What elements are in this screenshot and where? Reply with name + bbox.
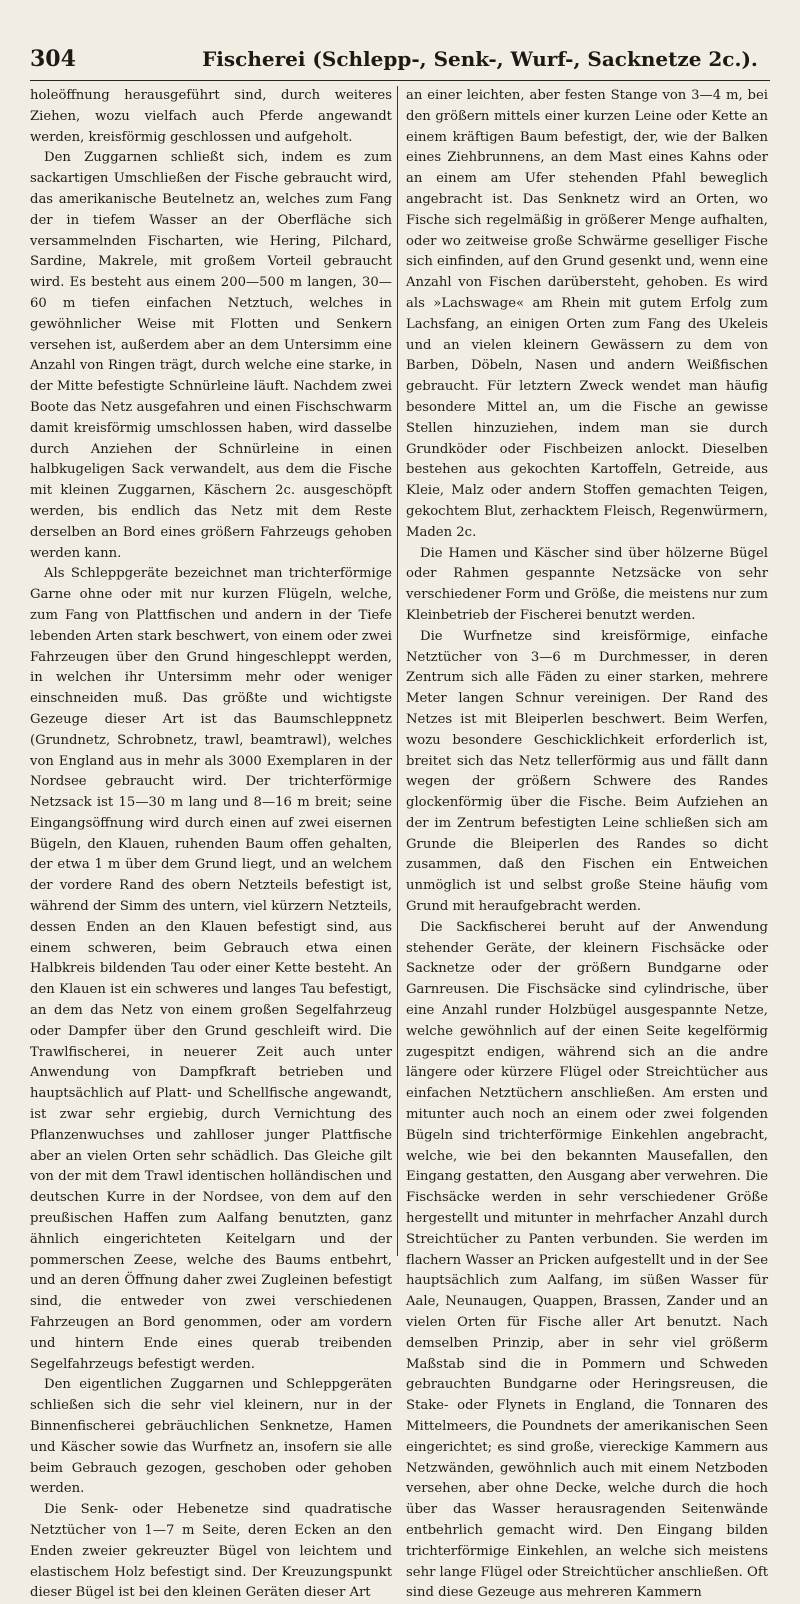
header-rule: [30, 80, 770, 81]
paragraph: Die Hamen und Käscher sind über hölzerne Bügel oder Rahmen gespannte Netzsäcke von sehr verschiedener Form und Größe, die meistens nur zum Kleinbetrieb der Fischerei benutzt werden.: [406, 545, 768, 623]
paragraph: Die Senk- oder Hebenetze sind quadratische Netztücher von 1—7 m Seite, deren Ecken an den Enden zweier gekreuzter Bügel von leichtem und elastischem Holz befestigt sind. Der Kreuzungspunkt dieser Bügel ist bei den kleinen Geräten dieser Art: [30, 1502, 392, 1601]
left-column: [30, 86, 392, 1601]
paragraph: Als Schleppgeräte bezeichnet man trichterförmige Garne ohne oder mit nur kurzen Flügeln, welche, zum Fang von Plattfischen und andern in der Tiefe lebenden Arten stark beschwert, von einem oder zwei Fahrzeugen über den Grund hingeschleppt werden, in welchen ihr Untersimm mehr oder weniger einschneiden muß. Das größte und wichtigste Gezeuge dieser Art ist das Baumschleppnetz (Grundnetz, Schrobnetz, trawl, beamtrawl), welches von England aus in mehr als 3000 Exemplaren in der Nordsee gebraucht wird. Der trichterförmige Netzsack ist 15—30 m lang und 8—16 m breit; seine Eingangsöffnung wird durch einen auf zwei eisernen Bügeln, den Klauen, ruhenden Baum offen gehalten, der etwa 1 m über dem Grund liegt, und an welchem der vordere Rand des obern Netzteils befestigt ist, während der Simm des untern, viel kürzern Netzteils, dessen Enden an den Klauen befestigt sind, aus einem schweren, beim Gebrauch etwa einen Halbkreis bildenden Tau oder einer Kette besteht. An den Klauen ist ein schweres und langes Tau befestigt, an dem das Netz von einem großen Segelfahrzeug oder Dampfer über den Grund geschleift wird. Die Trawlfischerei, in neuerer Zeit auch unter Anwendung von Dampfkraft betrieben und hauptsächlich auf Platt- und Schellfische angewandt, ist zwar sehr ergiebig, durch Vernichtung des Pflanzenwuchses und zahlloser junger Plattfische aber an vielen Orten sehr schädlich. Das Gleiche gilt von der mit dem Trawl identischen holländischen und deutschen Kurre in der Nordsee, von dem auf den preußischen Haffen zum Aalfang benutzten, ganz ähnlich eingerichteten Keitelgarn und der pommerschen Zeese, welche des Baums entbehrt, und an deren Öffnung daher zwei Zugleinen befestigt sind, die entweder von zwei verschiedenen Fahrzeugen an Bord genommen, oder am vordern und hintern Ende eines querab treibenden Segelfahrzeugs befestigt werden.: [30, 566, 392, 1372]
paragraph: an einer leichten, aber festen Stange von 3—4 m, bei den größern mittels einer kurzen Leine oder Kette an einem kräftigen Baum befestigt, der, wie der Balken eines Ziehbrunnens, an dem Mast eines Kahns oder an einem am Ufer stehenden Pfahl beweglich angebracht ist. Das Senknetz wird an Orten, wo Fische sich regelmäßig in größerer Menge aufhalten, oder wo zeitweise große Schwärme geselliger Fische sich einfinden, auf den Grund gesenkt und, wenn eine Anzahl von Fischen darübersteht, gehoben. Es wird als »Lachswage« am Rhein mit gutem Erfolg zum Lachsfang, an einigen Orten zum Fang des Ukeleis und an vielen kleinern Gewässern zu dem von Barben, Döbeln, Nasen und andern Weißfischen gebraucht. Für letztern Zweck wendet man häufig besondere Mittel an, um die Fische an gewisse Stellen hinzuziehen, indem man sie durch Grundköder oder Fischbeizen anlockt. Dieselben bestehen aus gekochten Kartoffeln, Getreide, aus Kleie, Malz oder andern Stoffen gemachten Teigen, gekochtem Blut, zerhacktem Fleisch, Regenwürmern, Maden 2c.: [406, 88, 768, 540]
paragraph: Die Wurfnetze sind kreisförmige, einfache Netztücher von 3—6 m Durchmesser, in deren Zentrum sich alle Fäden zu einer starken, mehrere Meter langen Schnur vereinigen. Der Rand des Netzes ist mit Bleiperlen beschwert. Beim Werfen, wozu besondere Geschicklichkeit erforderlich ist, breitet sich das Netz tellerförmig aus und fällt dann wegen der größern Schwere des Randes glockenförmig über die Fische. Beim Aufziehen an der im Zentrum befestigten Leine schließen sich am Grunde die Bleiperlen des Randes so dicht zusammen, daß den Fischen ein Entweichen unmöglich ist und selbst große Steine häufig vom Grund mit heraufgebracht werden.: [406, 628, 768, 915]
page-number: 304: [30, 46, 76, 72]
running-title: Fischerei (Schlepp-, Senk-, Wurf-, Sacknetze 2c.).: [202, 47, 758, 71]
right-column: [406, 86, 769, 1601]
paragraph: holeöffnung herausgeführt sind, durch weiteres Ziehen, wozu vielfach auch Pferde angewandt werden, kreisförmig geschlossen und aufgeholt.: [30, 88, 392, 145]
paragraph: Den Zuggarnen schließt sich, indem es zum sackartigen Umschließen der Fische gebraucht wird, das amerikanische Beutelnetz an, welches zum Fang der in tiefem Wasser an der Oberfläche sich versammelnden Fischarten, wie Hering, Pilchard, Sardine, Makrele, mit großem Vorteil gebraucht wird. Es besteht aus einem 200—500 m langen, 30—60 m tiefen einfachen Netztuch, welches in gewöhnlicher Weise mit Flotten und Senkern versehen ist, außerdem aber an dem Untersimm eine Anzahl von Ringen trägt, durch welche eine starke, in der Mitte befestigte Schnürleine läuft. Nachdem zwei Boote das Netz ausgefahren und einen Fischschwarm damit kreisförmig umschlossen haben, wird dasselbe durch Anziehen der Schnürleine in einen halbkugeligen Sack verwandelt, aus dem die Fische mit kleinen Zuggarnen, Käschern 2c. ausgeschöpft werden, bis endlich das Netz mit dem Reste derselben an Bord eines größern Fahrzeugs gehoben werden kann.: [30, 150, 392, 561]
paragraph: Den eigentlichen Zuggarnen und Schleppgeräten schließen sich die sehr viel kleinern, nur in der Binnenfischerei gebräuchlichen Senknetze, Hamen und Käscher sowie das Wurfnetz an, insofern sie alle beim Gebrauch gezogen, geschoben oder gehoben werden.: [30, 1377, 392, 1497]
page-header: [30, 44, 770, 74]
paragraph: Die Sackfischerei beruht auf der Anwendung stehender Geräte, der kleinern Fischsäcke oder Sacknetze oder der größern Bundgarne oder Garnreusen. Die Fischsäcke sind cylindrische, über eine Anzahl runder Holzbügel ausgespannte Netze, welche gewöhnlich auf der einen Seite kegelförmig zugespitzt endigen, während sich an die andre längere oder kürzere Flügel oder Streichtücher aus einfachen Netztüchern anschließen. Am ersten und mitunter auch noch an einem oder zwei folgenden Bügeln sind trichterförmige Einkehlen angebracht, welche, wie bei den bekannten Mausefallen, den Eingang gestatten, den Ausgang aber verwehren. Die Fischsäcke werden in sehr verschiedener Größe hergestellt und mitunter in mehrfacher Anzahl durch Streichtücher zu Panten verbunden. Sie werden im flachern Wasser an Pricken aufgestellt und in der See hauptsächlich zum Aalfang, im süßen Wasser für Aale, Neunaugen, Quappen, Brassen, Zander und an vielen Orten für Fische aller Art benutzt. Nach demselben Prinzip, aber in sehr viel größerm Maßstab sind die in Pommern und Schweden gebrauchten Bundgarne oder Heringsreusen, die Stake- oder Flynets in England, die Tonnaren des Mittelmeers, die Poundnets der amerikanischen Seen eingerichtet; es sind große, viereckige Kammern aus Netzwänden, gewöhnlich auch mit einem Netzboden versehen, aber ohne Decke, welche durch die hoch über das Wasser herausragenden Seitenwände entbehrlich gemacht wird. Den Eingang bilden trichterförmige Einkehlen, an welche sich meistens sehr lange Flügel oder Streichtücher anschließen. Oft sind diese Gezeuge aus mehreren Kammern: [406, 919, 769, 1601]
column-divider: [397, 86, 398, 1256]
